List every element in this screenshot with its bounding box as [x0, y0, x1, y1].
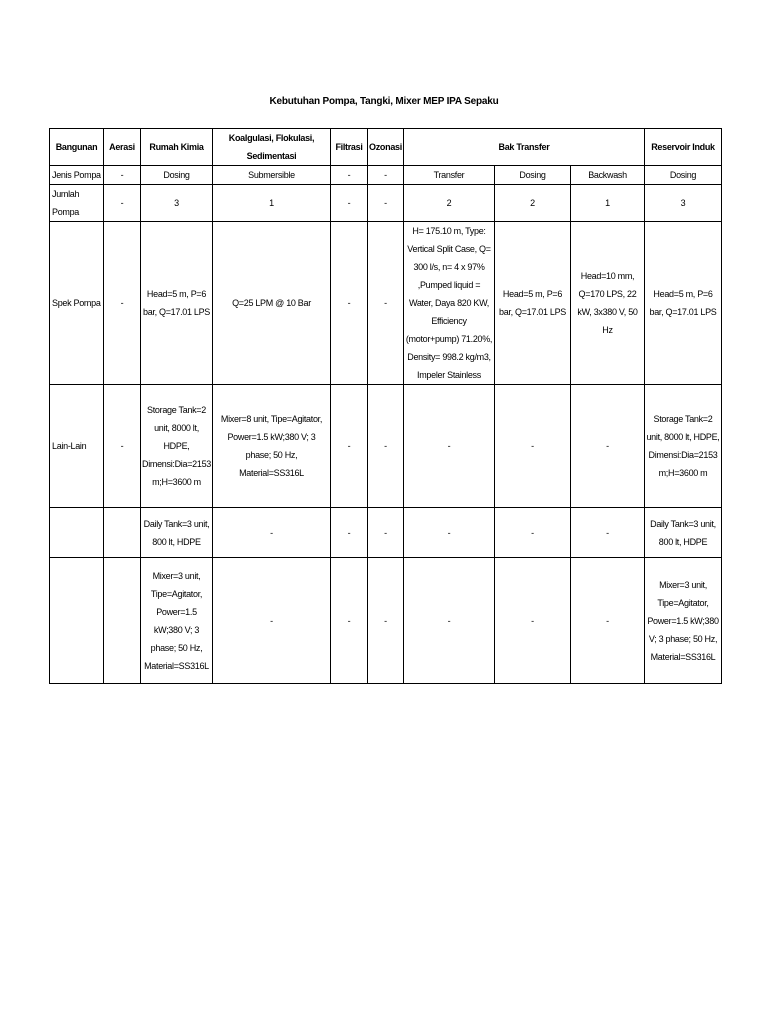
- table-cell: Submersible: [213, 166, 331, 185]
- table-cell: Dosing: [495, 166, 571, 185]
- table-cell: -: [104, 166, 141, 185]
- table-cell: -: [331, 222, 368, 385]
- table-cell: -: [368, 385, 404, 508]
- row-label: Spek Pompa: [50, 222, 104, 385]
- table-cell: -: [404, 558, 495, 684]
- table-cell: -: [571, 508, 645, 558]
- table-cell: -: [104, 222, 141, 385]
- table-cell: 1: [571, 185, 645, 222]
- row-label: Lain-Lain: [50, 385, 104, 508]
- table-cell: Transfer: [404, 166, 495, 185]
- table-cell: Daily Tank=3 unit, 800 lt, HDPE: [645, 508, 722, 558]
- table-row-jenis-pompa: [50, 166, 722, 185]
- row-label: Jenis Pompa: [50, 166, 104, 185]
- table-cell: Backwash: [571, 166, 645, 185]
- table-cell: -: [368, 185, 404, 222]
- table-cell: -: [368, 508, 404, 558]
- header-row: [50, 129, 722, 166]
- table-cell: Head=5 m, P=6 bar, Q=17.01 LPS: [495, 222, 571, 385]
- table-cell: -: [104, 385, 141, 508]
- table-cell: -: [331, 558, 368, 684]
- table-cell: Storage Tank=2 unit, 8000 lt, HDPE, Dimensi:Dia=2153 m;H=3600 m: [141, 385, 213, 508]
- table-row-lain-lain: [50, 385, 722, 508]
- row-label: Jumlah Pompa: [50, 185, 104, 222]
- table-cell: 2: [495, 185, 571, 222]
- table-cell: -: [495, 508, 571, 558]
- table-cell: -: [404, 508, 495, 558]
- table-cell: Q=25 LPM @ 10 Bar: [213, 222, 331, 385]
- table-cell: -: [331, 166, 368, 185]
- table-row-mixer: [50, 558, 722, 684]
- table-cell: Dosing: [645, 166, 722, 185]
- header-bak-transfer: Bak Transfer: [404, 129, 645, 166]
- table-cell: -: [331, 185, 368, 222]
- table-cell: -: [213, 508, 331, 558]
- table-cell: Mixer=8 unit, Tipe=Agitator, Power=1.5 kW;380 V; 3 phase; 50 Hz, Material=SS316L: [213, 385, 331, 508]
- document-title: Kebutuhan Pompa, Tangki, Mixer MEP IPA Sepaku: [269, 96, 499, 107]
- table-cell: 3: [645, 185, 722, 222]
- table-cell: -: [213, 558, 331, 684]
- table-cell: 3: [141, 185, 213, 222]
- table-cell: -: [571, 558, 645, 684]
- table-row-jumlah-pompa: [50, 185, 722, 222]
- table-cell: Dosing: [141, 166, 213, 185]
- table-cell: Head=5 m, P=6 bar, Q=17.01 LPS: [645, 222, 722, 385]
- row-label-empty: [50, 508, 104, 558]
- header-rumah-kimia: Rumah Kimia: [141, 129, 213, 166]
- table-cell: -: [368, 558, 404, 684]
- table-cell: Storage Tank=2 unit, 8000 lt, HDPE, Dimensi:Dia=2153 m;H=3600 m: [645, 385, 722, 508]
- table-cell: -: [404, 385, 495, 508]
- header-filtrasi: Filtrasi: [331, 129, 368, 166]
- header-reservoir-induk: Reservoir Induk: [645, 129, 722, 166]
- table-cell: -: [571, 385, 645, 508]
- header-aerasi: Aerasi: [104, 129, 141, 166]
- pump-requirements-table: [49, 128, 722, 684]
- table-row-daily-tank: [50, 508, 722, 558]
- table-row-spek-pompa: [50, 222, 722, 385]
- row-label-empty: [50, 558, 104, 684]
- table-cell: -: [368, 166, 404, 185]
- table-cell: -: [331, 385, 368, 508]
- table-cell: Head=10 mm, Q=170 LPS, 22 kW, 3x380 V, 50 Hz: [571, 222, 645, 385]
- header-koagulasi: Koalgulasi, Flokulasi, Sedimentasi: [213, 129, 331, 166]
- table-cell: Mixer=3 unit, Tipe=Agitator, Power=1.5 kW;380 V; 3 phase; 50 Hz, Material=SS316L: [141, 558, 213, 684]
- table-cell-empty: [104, 508, 141, 558]
- table-cell: -: [368, 222, 404, 385]
- table-cell: Mixer=3 unit, Tipe=Agitator, Power=1.5 kW;380 V; 3 phase; 50 Hz, Material=SS316L: [645, 558, 722, 684]
- table-cell: -: [495, 385, 571, 508]
- table-cell: 2: [404, 185, 495, 222]
- table-cell: H= 175.10 m, Type: Vertical Split Case, Q= 300 l/s, n= 4 x 97% ,Pumped liquid = Water, Daya 820 KW, Efficiency (motor+pump) 71.20%, Density= 998.2 kg/m3, Impeler Stainless: [404, 222, 495, 385]
- table-cell: -: [495, 558, 571, 684]
- table-cell: -: [104, 185, 141, 222]
- table-cell: Daily Tank=3 unit, 800 lt, HDPE: [141, 508, 213, 558]
- table-cell: Head=5 m, P=6 bar, Q=17.01 LPS: [141, 222, 213, 385]
- header-bangunan: Bangunan: [50, 129, 104, 166]
- header-ozonasi: Ozonasi: [368, 129, 404, 166]
- table-cell: -: [331, 508, 368, 558]
- table-cell-empty: [104, 558, 141, 684]
- table-cell: 1: [213, 185, 331, 222]
